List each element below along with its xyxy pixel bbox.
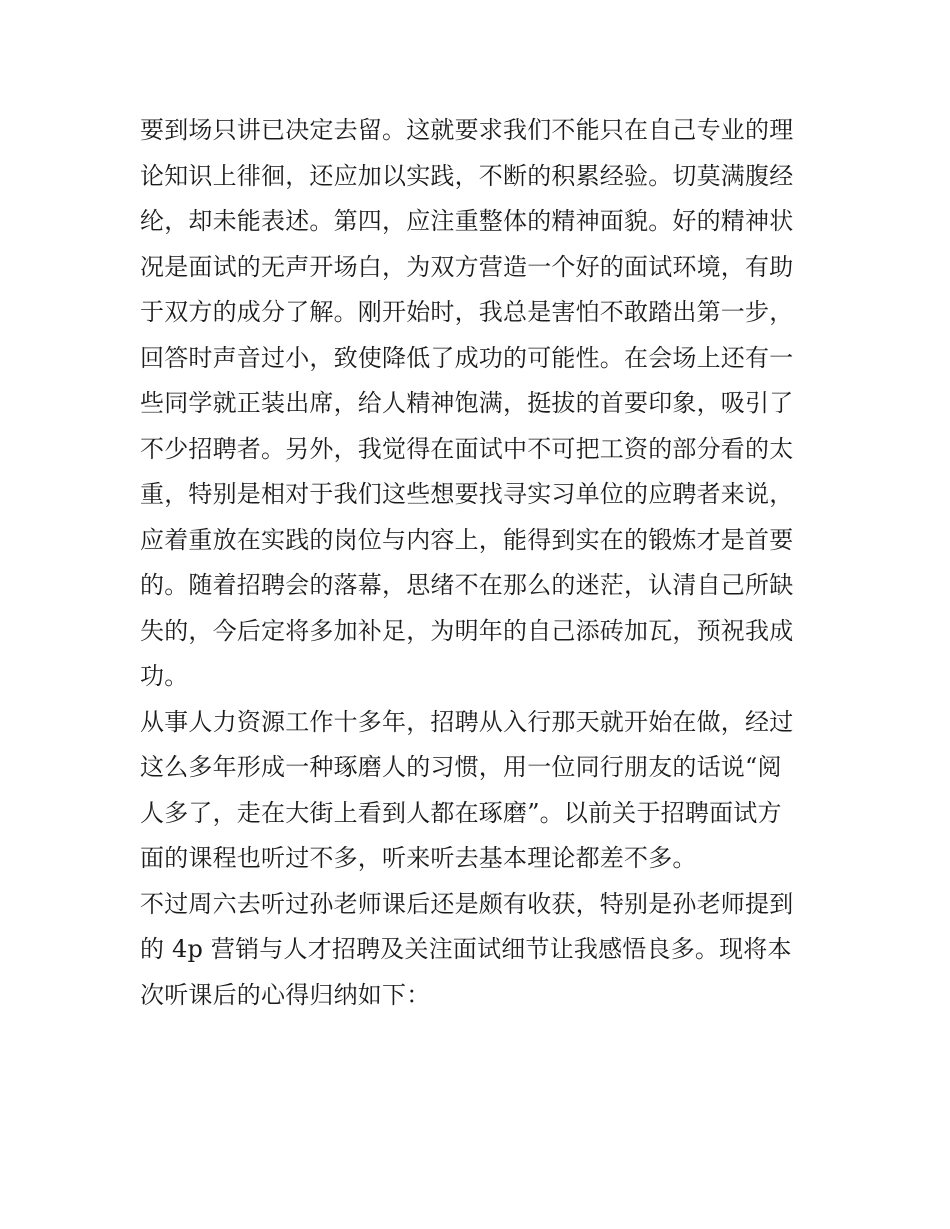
text-line: 要到场只讲已决定去留。这就要求我们不能只在自己专业的理 xyxy=(140,116,794,144)
text-line: 这么多年形成一种琢磨人的习惯，用一位同行朋友的话说“阅 xyxy=(140,753,782,781)
text-line: 应着重放在实践的岗位与内容上，能得到实在的锻炼才是首要 xyxy=(140,525,794,554)
text-line: 人多了，走在大街上看到人都在琢磨”。以前关于招聘面试方 xyxy=(140,798,782,827)
text-line: 失的，今后定将多加补足，为明年的自己添砖加瓦，预祝我成 xyxy=(140,616,794,645)
document-body xyxy=(140,108,820,1018)
text-line: 从事人力资源工作十多年，招聘从入行那天就开始在做，经过 xyxy=(140,707,794,736)
paragraph-2 xyxy=(140,700,820,882)
text-line: 不过周六去听过孙老师课后还是颇有收获，特别是孙老师提到 xyxy=(140,889,794,918)
text-line: 功。 xyxy=(140,662,189,690)
paragraph-3 xyxy=(140,882,820,1019)
text-line: 况是面试的无声开场白，为双方营造一个好的面试环境，有助 xyxy=(140,252,794,281)
text-line: 回答时声音过小，致使降低了成功的可能性。在会场上还有一 xyxy=(140,343,794,372)
text-line: 不少招聘者。另外，我觉得在面试中不可把工资的部分看的太 xyxy=(140,434,794,463)
text-line: 次听课后的心得归纳如下： xyxy=(140,980,431,1009)
text-line: 的 4p 营销与人才招聘及关注面试细节让我感悟良多。现将本 xyxy=(140,935,792,963)
text-line: 的。随着招聘会的落幕，思绪不在那么的迷茫，认清自己所缺 xyxy=(140,571,794,599)
text-line: 论知识上徘徊，还应加以实践，不断的积累经验。切莫满腹经 xyxy=(140,161,794,190)
text-line: 面的课程也听过不多，听来听去基本理论都差不多。 xyxy=(140,844,697,872)
text-line: 于双方的成分了解。刚开始时，我总是害怕不敢踏出第一步， xyxy=(140,298,794,326)
text-line: 些同学就正装出席，给人精神饱满，挺拔的首要印象，吸引了 xyxy=(140,389,794,417)
paragraph-1 xyxy=(140,108,820,700)
text-line: 重，特别是相对于我们这些想要找寻实习单位的应聘者来说， xyxy=(140,480,794,508)
text-line: 纶，却未能表述。第四，应注重整体的精神面貌。好的精神状 xyxy=(140,207,794,235)
